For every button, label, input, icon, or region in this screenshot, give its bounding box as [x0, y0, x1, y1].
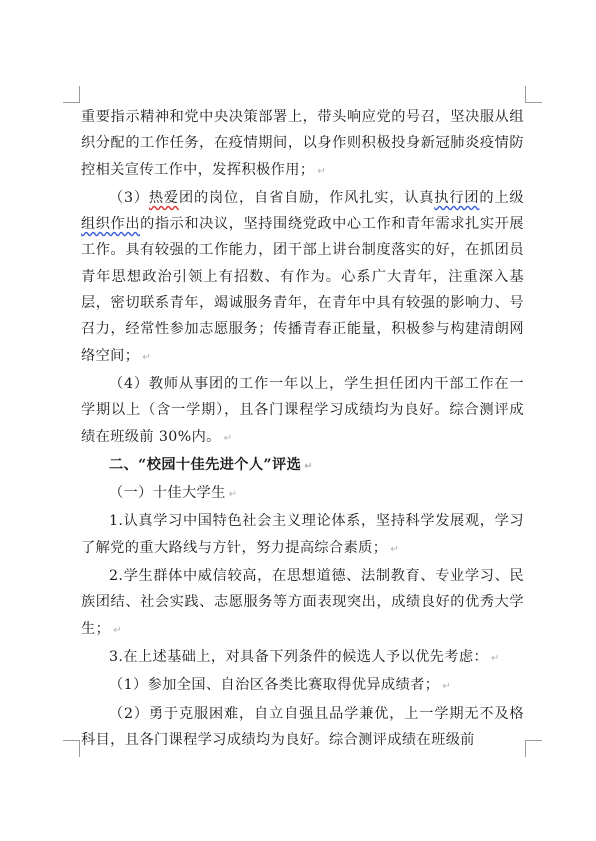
paragraph-mark: ↵: [317, 165, 327, 177]
spellcheck-flag[interactable]: 热爱: [148, 189, 179, 206]
crop-mark-top-left: [63, 86, 80, 103]
paragraph-mark: ↵: [228, 489, 238, 501]
crop-mark-top-right: [525, 86, 542, 103]
crop-mark-bottom-left: [63, 740, 80, 757]
paragraph: 3.在上述基础上，对具备下列条件的候选人予以优先考虑： ↵: [109, 648, 500, 665]
paragraph-mark: ↵: [491, 652, 500, 664]
grammar-flag[interactable]: 组织作出: [81, 216, 141, 233]
paragraph: （2）勇于克服困难，自立自强且品学兼优，上一学期无不及格科目，且各门课程学习成绩均为良好。综合测评成绩在班级前: [81, 705, 524, 748]
paragraph: （1）参加全国、自治区各类比赛取得优异成绩者； ↵: [109, 677, 452, 694]
paragraph: 1.认真学习中国特色社会主义理论体系，坚持科学发展观，学习了解党的重大路线与方针，努力提高综合素质； ↵: [81, 513, 524, 556]
paragraph-mark: ↵: [223, 432, 233, 444]
grammar-flag[interactable]: 执行团: [434, 189, 480, 206]
section-heading: 二、“校园十佳先进个人”评选 ↵: [109, 456, 313, 473]
paragraph: （3）热爱团的岗位，自省自励，作风扎实，认真执行团的上级组织作出的指示和决议，坚持围绕党政中心工作和青年需求扎实开展工作。具有较强的工作能力，团干部上讲台制度落实的好，在抓团员青年思想政治引领上有招数、有作为。心系广大青年，注重深入基层，密切联系青年，竭诚服务青年，在青年中具有较强的影响力、号召力，经常性参加志愿服务；传播青春正能量，积极参与构建清朗网络空间； ↵: [81, 189, 524, 364]
paragraph-mark: ↵: [390, 543, 400, 555]
paragraph: 重要指示精神和党中央决策部署上，带头响应党的号召，坚决服从组织分配的工作任务，在疫情期间，以身作则积极投身新冠肺炎疫情防控相关宣传工作中，发挥积极作用； ↵: [81, 109, 524, 178]
paragraph-mark: ↵: [142, 351, 152, 363]
crop-mark-bottom-right: [525, 740, 542, 757]
paragraph-mark: ↵: [442, 681, 452, 693]
paragraph-mark: ↵: [113, 624, 122, 636]
paragraph-mark: ↵: [304, 460, 313, 472]
document-body[interactable]: [81, 104, 524, 753]
paragraph: （4）教师从事团的工作一年以上，学生担任团内干部工作在一学期以上（含一学期），且各门课程学习成绩均为良好。综合测评成绩在班级前 30%内。 ↵: [81, 375, 524, 445]
subsection-heading: （一）十佳大学生 ↵: [109, 485, 238, 502]
paragraph: 2.学生群体中威信较高，在思想道德、法制教育、专业学习、民族团结、社会实践、志愿服务等方面表现突出，成绩良好的优秀大学生； ↵: [81, 568, 524, 637]
